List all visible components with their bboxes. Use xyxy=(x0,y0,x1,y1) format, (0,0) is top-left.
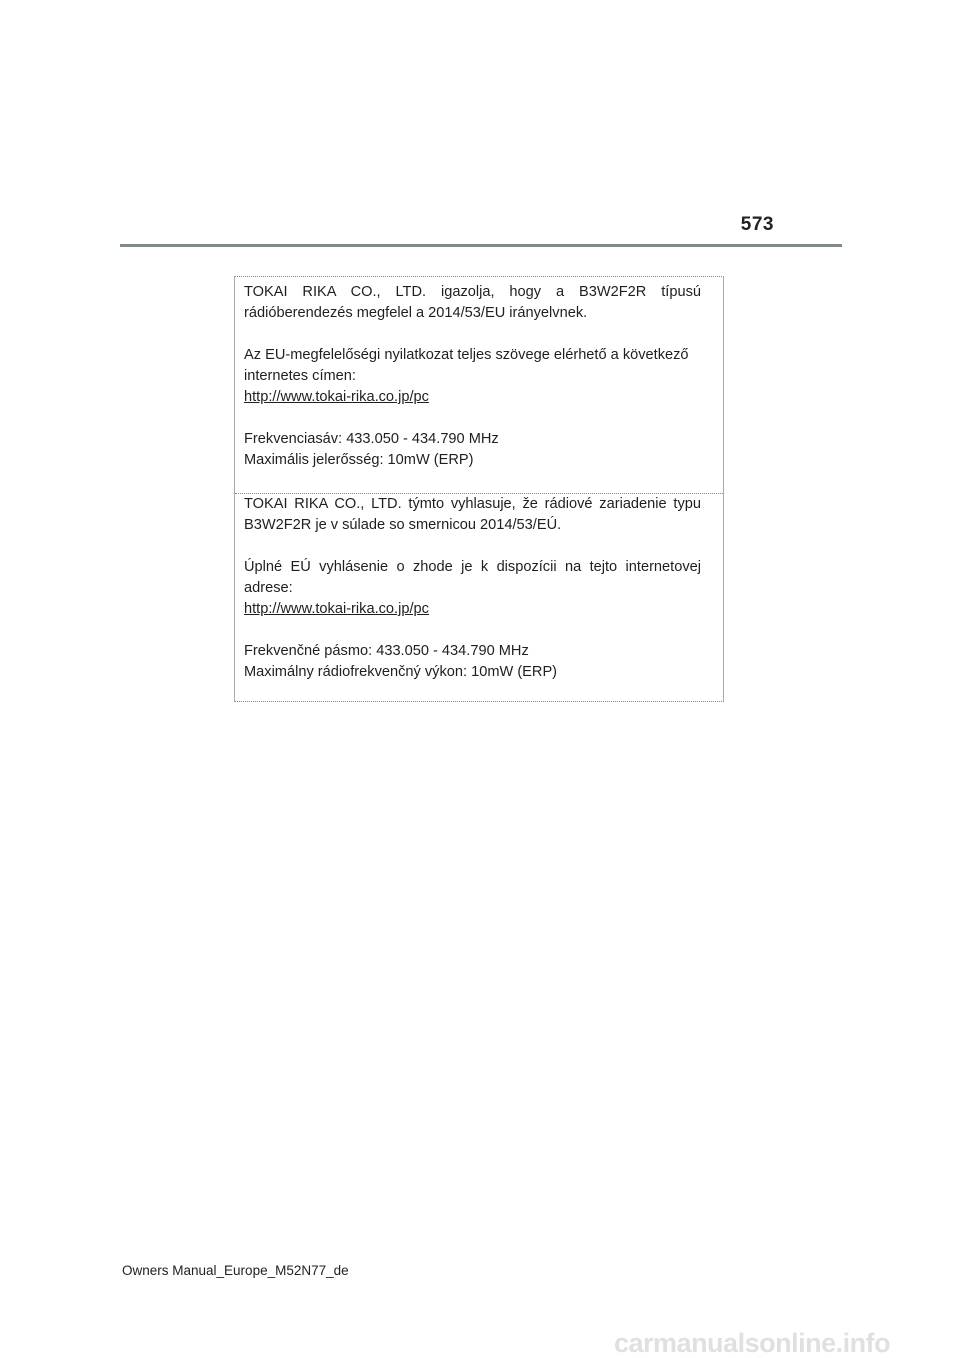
page-number: 573 xyxy=(740,214,774,235)
availability-line: internetes címen: xyxy=(244,368,356,384)
availability-paragraph xyxy=(244,557,701,620)
statement-line: TOKAI RIKA CO., LTD. igazolja, hogy a B3W2F2R típusú xyxy=(244,284,701,300)
power-text: Maximális jelerősség: 10mW (ERP) xyxy=(244,452,474,468)
availability-line: Az EU-megfelelőségi nyilatkozat teljes szövege elérhető a következő xyxy=(244,347,689,363)
footer-manual-id: Owners Manual_Europe_M52N77_de xyxy=(122,1263,349,1278)
declaration-hungarian xyxy=(235,282,723,494)
statement-line: TOKAI RIKA CO., LTD. týmto vyhlasuje, že rádiové zariadenie typu xyxy=(244,496,701,512)
declaration-url-link[interactable]: http://www.tokai-rika.co.jp/pc xyxy=(244,389,429,405)
statement-paragraph xyxy=(244,282,701,324)
statement-paragraph xyxy=(244,494,701,536)
declaration-slovak xyxy=(235,493,723,703)
declaration-box xyxy=(234,276,724,702)
availability-line: Úplné EÚ vyhlásenie o zhode je k dispozícii na tejto internetovej xyxy=(244,559,701,575)
specs-paragraph xyxy=(244,641,701,683)
frequency-text: Frekvenciasáv: 433.050 - 434.790 MHz xyxy=(244,431,499,447)
availability-line: adrese: xyxy=(244,580,293,596)
statement-line: B3W2F2R je v súlade so smernicou 2014/53/EÚ. xyxy=(244,517,562,533)
power-text: Maximálny rádiofrekvenčný výkon: 10mW (ERP) xyxy=(244,664,558,680)
declaration-url-link[interactable]: http://www.tokai-rika.co.jp/pc xyxy=(244,601,429,617)
header-rule xyxy=(120,244,842,247)
frequency-text: Frekvenčné pásmo: 433.050 - 434.790 MHz xyxy=(244,643,529,659)
statement-line: rádióberendezés megfelel a 2014/53/EU irányelvnek. xyxy=(244,305,588,321)
specs-paragraph xyxy=(244,429,701,471)
watermark-text: carmanualsonline.info xyxy=(614,1328,891,1358)
availability-paragraph xyxy=(244,345,701,408)
